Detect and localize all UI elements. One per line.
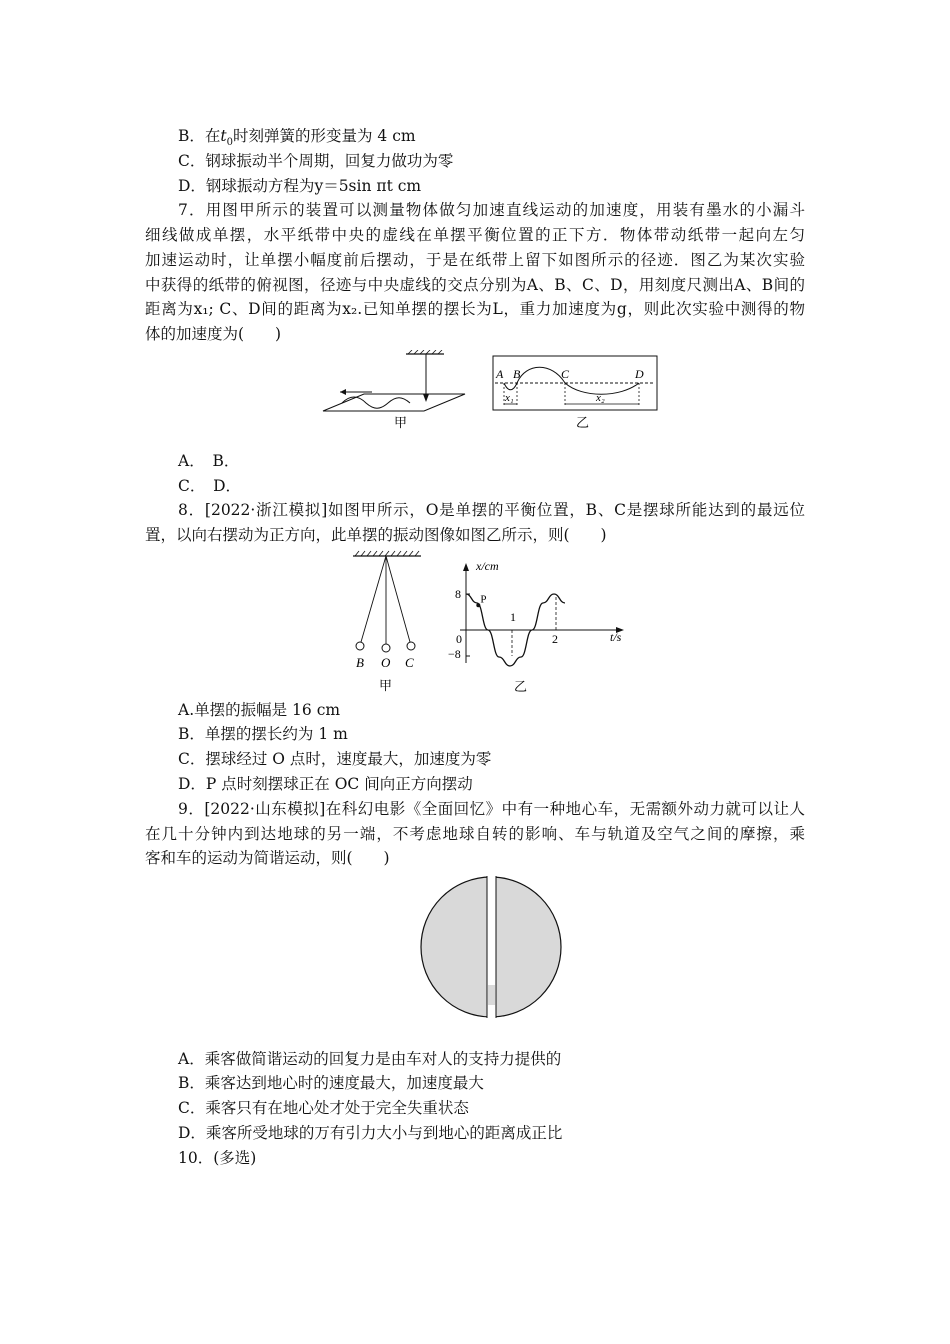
q8-point-p-label: P xyxy=(480,593,487,606)
q8-tick2-label: 2 xyxy=(552,632,558,646)
option-d-top: D．钢球振动方程为y＝5sin πt cm xyxy=(178,177,422,195)
q7-line-2: 细线做成单摆，水平纸带中央的虚线在单摆平衡位置的正下方．物体带动纸带一起向左匀 xyxy=(145,226,805,244)
q7-option-cd: C． D． xyxy=(178,477,242,495)
q7-line-3: 加速运动时，让单摆小幅度前后摆动，于是在纸带上留下如图所示的径迹．图乙为某次实验 xyxy=(145,251,805,269)
q8-chart xyxy=(440,555,640,695)
q8-label-c: C xyxy=(405,655,414,670)
q7-figure xyxy=(320,350,665,432)
q8-option-d: D．P 点时刻摆球正在 OC 间向正方向摆动 xyxy=(178,775,473,793)
option-b-top: B．在$t_0$时刻弹簧的形变量为 4 cm xyxy=(178,127,416,149)
q8-line-1: 8．[2022·浙江模拟]如图甲所示，O是单摆的平衡位置，B、C是摆球所能达到的最远位 xyxy=(178,501,805,519)
q8-option-c: C．摆球经过 O 点时，速度最大，加速度为零 xyxy=(178,750,492,768)
q7-line-6: 体的加速度为( ) xyxy=(145,325,282,343)
q7-line-4: 中获得的纸带的俯视图，径迹与中央虚线的交点分别为A、B、C、D，用刻度尺测出A、B间的 xyxy=(145,276,805,294)
q8-pendulum-figure xyxy=(345,550,430,695)
q8-y-bottom-label: −8 xyxy=(448,647,461,661)
q7-fig-yi xyxy=(493,356,657,430)
q9-option-a: A．乘客做简谐运动的回复力是由车对人的支持力提供的 xyxy=(178,1050,562,1068)
q8-label-b: B xyxy=(356,655,364,670)
q9-car xyxy=(488,985,495,1005)
q7-point-b: B xyxy=(513,367,521,381)
q9-option-d: D．乘客所受地球的万有引力大小与到地心的距离成正比 xyxy=(178,1124,563,1142)
q8-origin-label: 0 xyxy=(456,632,462,646)
q8-option-b: B．单摆的摆长约为 1 m xyxy=(178,725,348,743)
q7-x2-label: x₂ xyxy=(596,392,605,404)
q8-x-axis-label: t/s xyxy=(610,630,622,644)
q7-yi-label: 乙 xyxy=(576,415,590,430)
q8-line-2: 置，以向右摆动为正方向，此单摆的振动图像如图乙所示，则( ) xyxy=(145,526,607,544)
q9-option-c: C．乘客只有在地心处才处于完全失重状态 xyxy=(178,1099,469,1117)
q9-line-2: 在几十分钟内到达地球的另一端，不考虑地球自转的影响、车与轨道及空气之间的摩擦，乘 xyxy=(145,825,805,843)
q7-point-a: A xyxy=(496,367,504,381)
q7-jia-label: 甲 xyxy=(394,415,408,430)
q8-tick1-label: 1 xyxy=(510,610,516,624)
q7-point-d: D xyxy=(635,367,644,381)
q7-x1-label: x₁ xyxy=(505,392,514,404)
option-c-top: C．钢球振动半个周期，回复力做功为零 xyxy=(178,152,454,170)
q7-line-5: 距离为x₁; C、D间的距离为x₂.已知单摆的摆长为L，重力加速度为g，则此次实验中测得的物 xyxy=(145,300,805,318)
q7-point-c: C xyxy=(561,367,570,381)
q7-fig-jia xyxy=(323,350,465,430)
q9-option-b: B．乘客达到地心时的速度最大，加速度最大 xyxy=(178,1074,484,1092)
q7-option-ab: A． B． xyxy=(178,452,240,470)
q8-label-o: O xyxy=(381,655,391,670)
q9-earth-figure xyxy=(416,872,566,1022)
q8-y-top-label: 8 xyxy=(455,587,461,601)
q8-jia-label: 甲 xyxy=(379,678,393,693)
q8-option-a: A.单摆的振幅是 16 cm xyxy=(178,701,341,719)
q8-yi-label: 乙 xyxy=(514,679,528,694)
q8-y-axis-label: x/cm xyxy=(476,559,499,573)
q9-line-1: 9．[2022·山东模拟]在科幻电影《全面回忆》中有一种地心车，无需额外动力就可以让人 xyxy=(178,800,805,818)
q7-line-1: 7．用图甲所示的装置可以测量物体做匀加速直线运动的加速度，用装有墨水的小漏斗 xyxy=(178,201,805,219)
q9-line-3: 客和车的运动为简谐运动，则( ) xyxy=(145,849,390,867)
q10-heading: 10．(多选) xyxy=(178,1149,257,1167)
